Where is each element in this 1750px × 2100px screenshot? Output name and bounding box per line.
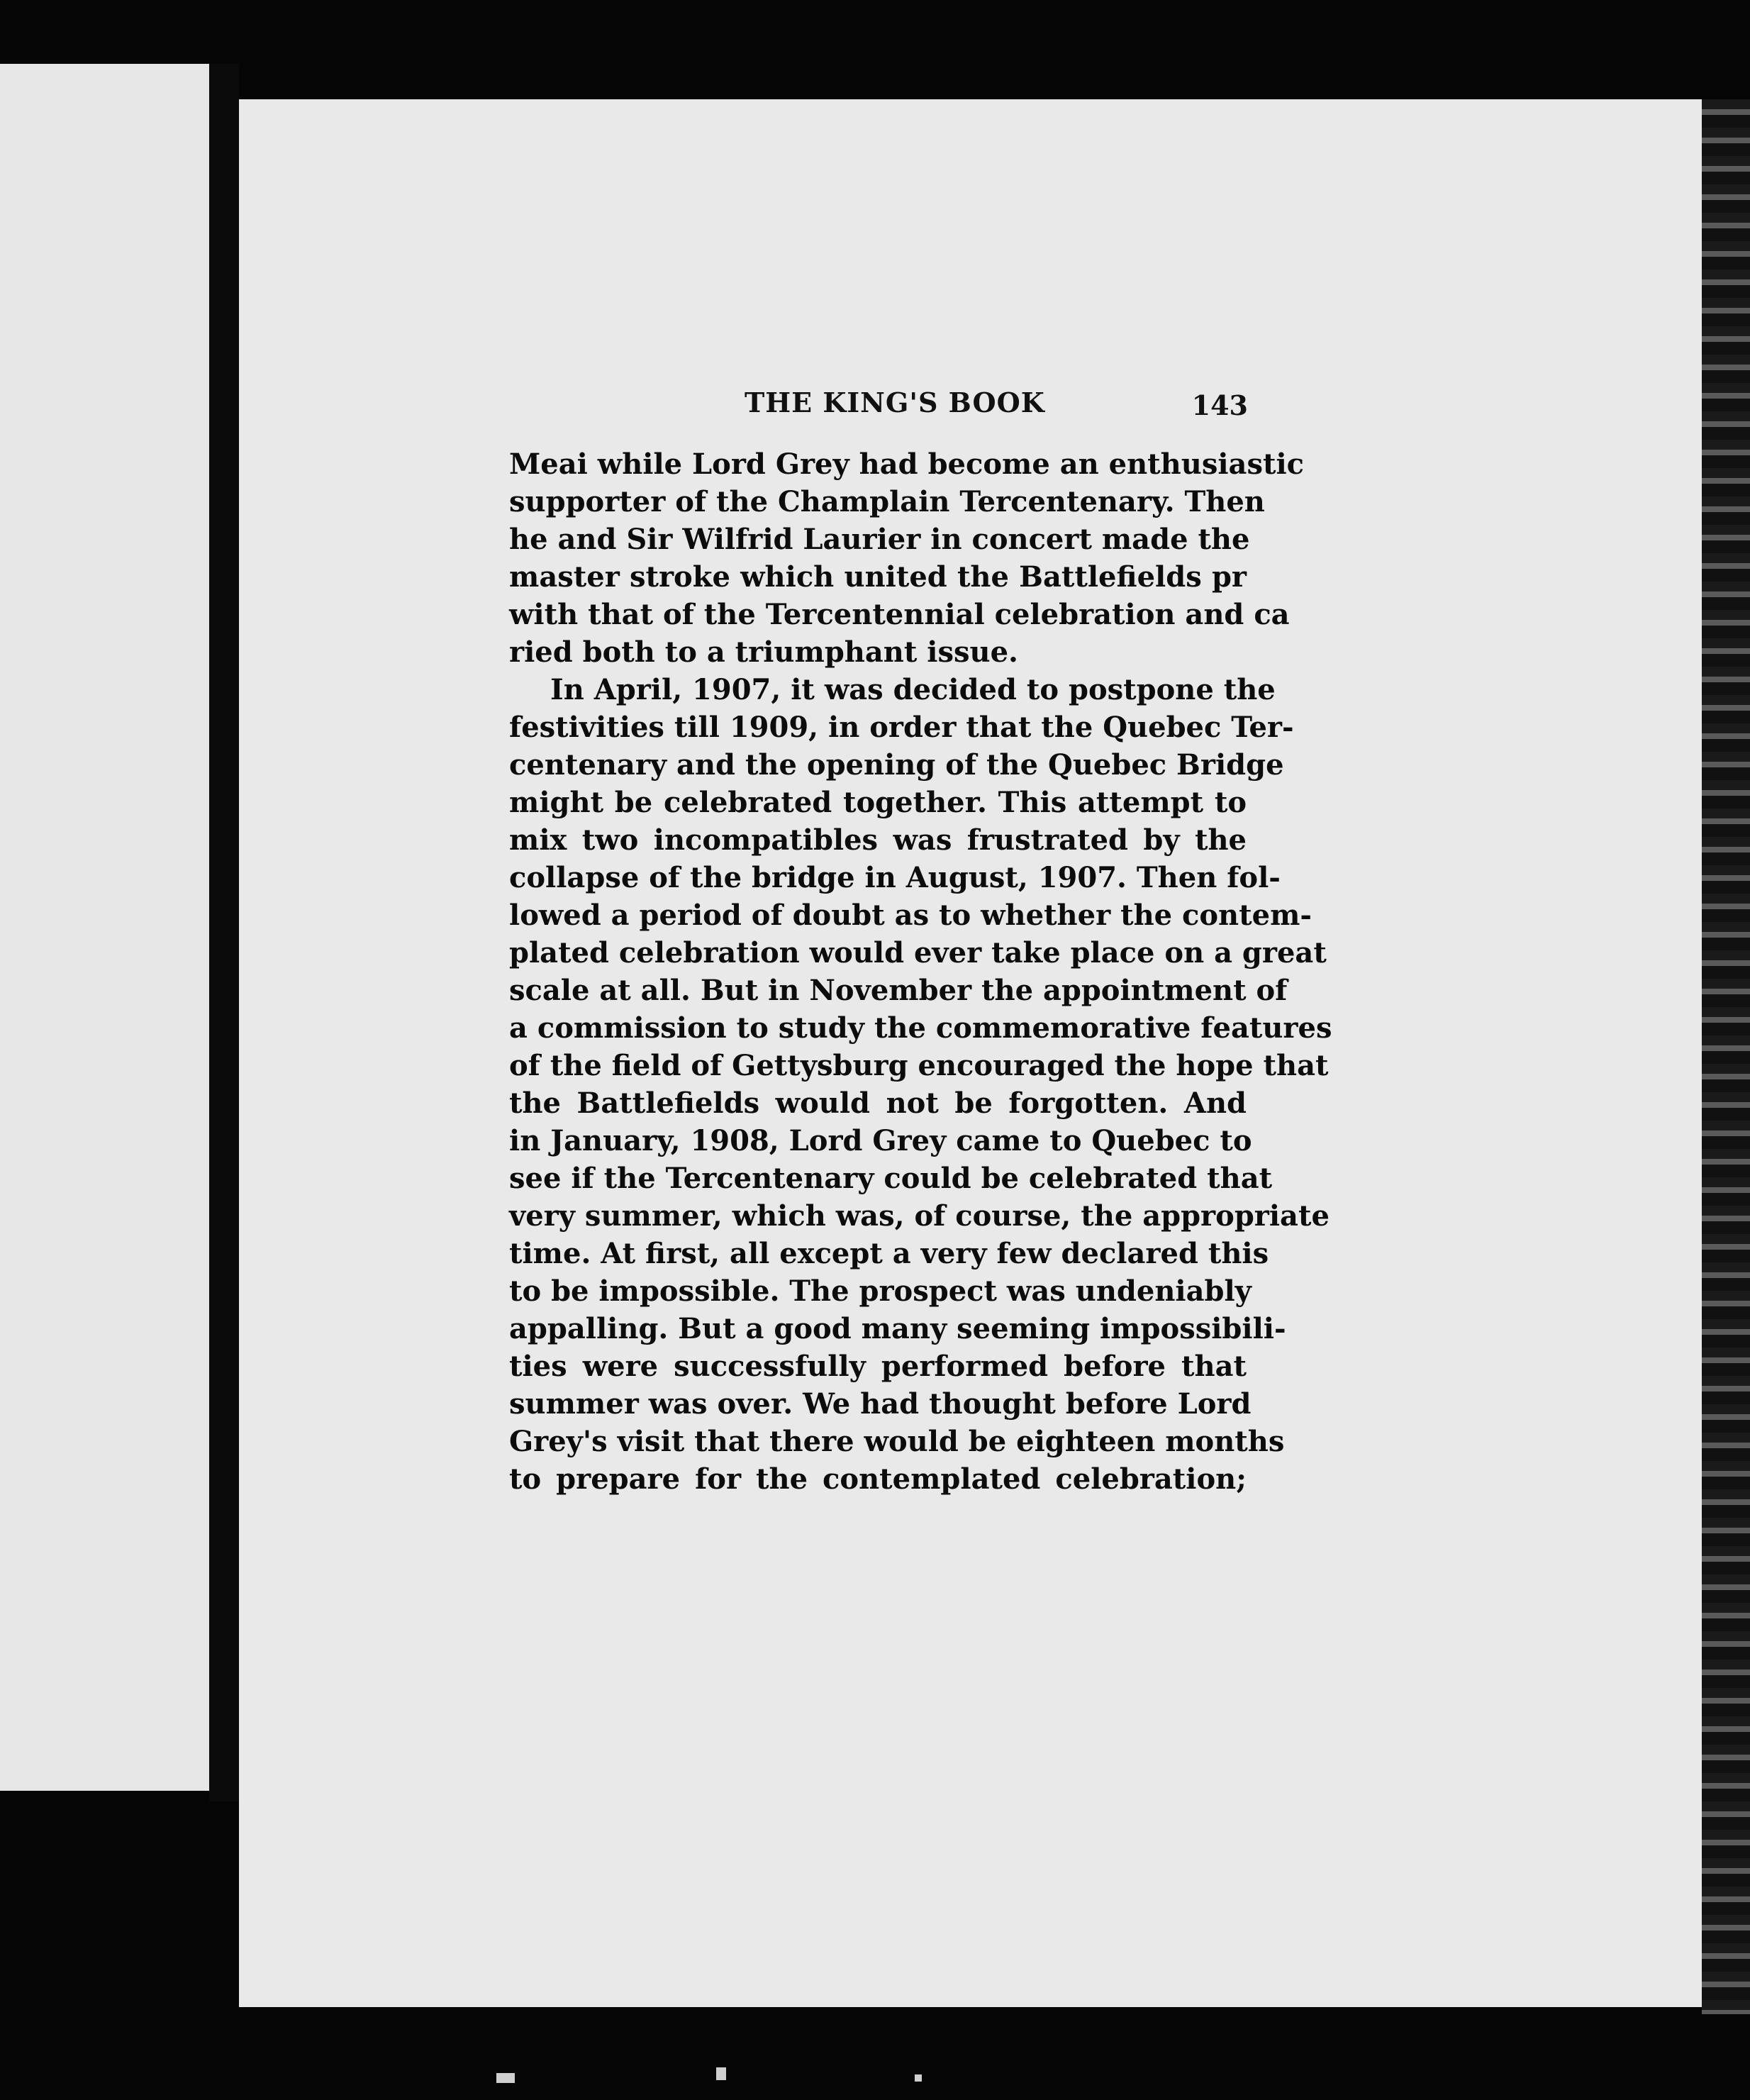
text-line: ties were successfully performed before that [509, 1350, 1247, 1383]
text-line: of the field of Gettysburg encouraged the hope that [509, 1049, 1329, 1082]
running-title: THE KING'S BOOK [745, 387, 1045, 418]
text-line: scale at all. But in November the appointment of [509, 974, 1288, 1007]
text-line: a commission to study the commemorative features [509, 1011, 1332, 1045]
body-text [509, 445, 1332, 1498]
text-line: appalling. But a good many seeming impossibili- [509, 1312, 1286, 1345]
scan-speck [915, 2074, 922, 2082]
text-line: lowed a period of doubt as to whether the contem- [509, 899, 1312, 932]
text-line: mix two incompatibles was frustrated by the [509, 823, 1247, 857]
scan-artifacts [482, 2060, 979, 2089]
page-number: 143 [1191, 389, 1248, 421]
scan-speck [496, 2073, 515, 2083]
page-edge-shadow [1702, 99, 1750, 2014]
book-binding [209, 64, 239, 1801]
text-line: plated celebration would ever take place on a great [509, 936, 1327, 970]
text-line: collapse of the bridge in August, 1907. Then fol- [509, 861, 1281, 894]
left-page-edge [0, 64, 209, 1791]
text-line: master stroke which united the Battlefields pr [509, 560, 1247, 594]
text-line: with that of the Tercentennial celebration and ca [509, 598, 1290, 631]
text-line: he and Sir Wilfrid Laurier in concert made the [509, 523, 1250, 556]
scan-speck [716, 2067, 726, 2080]
text-line: might be celebrated together. This attempt to [509, 786, 1247, 819]
text-line: In April, 1907, it was decided to postpone the [550, 673, 1276, 706]
text-line: centenary and the opening of the Quebec Bridge [509, 748, 1284, 782]
text-line: time. At first, all except a very few declared this [509, 1237, 1269, 1270]
paragraph [509, 671, 1332, 1498]
text-line: supporter of the Champlain Tercentenary. Then [509, 485, 1265, 518]
text-line: very summer, which was, of course, the appropriate [509, 1199, 1330, 1233]
text-line: Meai while Lord Grey had become an enthusiastic [509, 448, 1304, 481]
text-line: festivities till 1909, in order that the Quebec Ter- [509, 711, 1294, 744]
text-line: Grey's visit that there would be eighteen months [509, 1425, 1285, 1458]
text-line: in January, 1908, Lord Grey came to Quebec to [509, 1124, 1252, 1157]
text-line: ried both to a triumphant issue. [509, 635, 1018, 669]
text-line: summer was over. We had thought before Lord [509, 1387, 1252, 1421]
text-line: to prepare for the contemplated celebration; [509, 1462, 1247, 1496]
running-head [518, 387, 1248, 429]
text-line: the Battlefields would not be forgotten. And [509, 1087, 1247, 1120]
paragraph [509, 445, 1304, 671]
text-line: to be impossible. The prospect was undeniably [509, 1274, 1252, 1308]
text-line: see if the Tercentenary could be celebrated that [509, 1162, 1273, 1195]
